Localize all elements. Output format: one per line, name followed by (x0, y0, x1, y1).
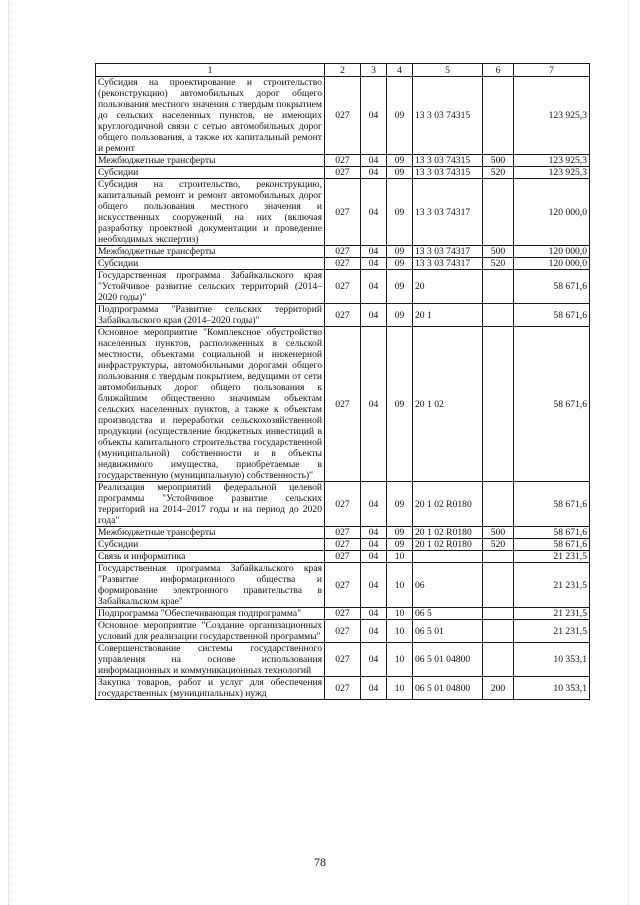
cell-name: Закупка товаров, работ и услуг для обеспечения государственных (муниципальных) нужд (96, 677, 325, 700)
cell-subsection: 10 (387, 563, 413, 608)
cell-target-article: 20 1 02 R0180 (413, 539, 483, 551)
cell-grbs: 027 (325, 608, 361, 620)
cell-expense-type (483, 77, 514, 155)
cell-grbs: 027 (325, 246, 361, 258)
cell-section: 04 (361, 155, 387, 167)
cell-grbs: 027 (325, 155, 361, 167)
cell-section: 04 (361, 167, 387, 179)
cell-subsection: 09 (387, 539, 413, 551)
cell-grbs: 027 (325, 77, 361, 155)
table-body (96, 77, 590, 700)
cell-target-article: 13 3 03 74317 (413, 258, 483, 270)
cell-target-article: 20 1 02 R0180 (413, 482, 483, 527)
table-row (96, 270, 590, 304)
cell-expense-type: 200 (483, 677, 514, 700)
cell-name: Субсидия на строительство, реконструкцию, капитальный ремонт и ремонт автомобильных дорог общего пользования местного значения и искусственных сооружений на них (включая разработку проектной документации и проведение необходимых экспертиз) (96, 179, 325, 246)
cell-expense-type (483, 270, 514, 304)
cell-target-article: 20 1 02 R0180 (413, 527, 483, 539)
cell-name: Государственная программа Забайкальского края "Развитие информационного общества и формирование электронного правительства в Забайкальском крае" (96, 563, 325, 608)
cell-amount: 120 000,0 (514, 179, 590, 246)
cell-grbs: 027 (325, 643, 361, 677)
header-col-6: 6 (483, 64, 514, 77)
header-col-3: 3 (361, 64, 387, 77)
table-row (96, 608, 590, 620)
cell-amount: 21 231,5 (514, 551, 590, 563)
cell-target-article: 13 3 03 74317 (413, 179, 483, 246)
cell-grbs: 027 (325, 270, 361, 304)
cell-target-article: 13 3 03 74317 (413, 246, 483, 258)
cell-target-article: 20 (413, 270, 483, 304)
cell-subsection: 10 (387, 551, 413, 563)
cell-grbs: 027 (325, 304, 361, 327)
cell-amount: 58 671,6 (514, 270, 590, 304)
cell-expense-type: 500 (483, 527, 514, 539)
cell-amount: 120 000,0 (514, 258, 590, 270)
cell-subsection: 09 (387, 246, 413, 258)
cell-grbs: 027 (325, 620, 361, 643)
cell-section: 04 (361, 677, 387, 700)
cell-grbs: 027 (325, 563, 361, 608)
header-col-1: 1 (96, 64, 325, 77)
cell-section: 04 (361, 258, 387, 270)
cell-section: 04 (361, 643, 387, 677)
header-col-7: 7 (514, 64, 590, 77)
cell-name: Подпрограмма "Развитие сельских территорий Забайкальского края (2014–2020 годы)" (96, 304, 325, 327)
cell-section: 04 (361, 77, 387, 155)
cell-amount: 58 671,6 (514, 327, 590, 482)
cell-expense-type (483, 563, 514, 608)
cell-name: Субсидии (96, 167, 325, 179)
cell-expense-type (483, 179, 514, 246)
cell-amount: 10 353,1 (514, 677, 590, 700)
cell-target-article: 13 3 03 74315 (413, 167, 483, 179)
table-row (96, 620, 590, 643)
table-row (96, 677, 590, 700)
cell-section: 04 (361, 539, 387, 551)
table-row (96, 551, 590, 563)
cell-grbs: 027 (325, 167, 361, 179)
cell-subsection: 09 (387, 77, 413, 155)
cell-name: Субсидия на проектирование и строительство (реконструкцию) автомобильных дорог общего пользования местного значения с твердым покрытием до сельских населенных пунктов, не имеющих круглогодичной связи с сетью автомобильных дорог общего пользования, а также их капитальный ремонт и ремонт (96, 77, 325, 155)
cell-amount: 21 231,5 (514, 608, 590, 620)
cell-target-article: 20 1 02 (413, 327, 483, 482)
table-row (96, 179, 590, 246)
table-row (96, 304, 590, 327)
cell-subsection: 10 (387, 677, 413, 700)
cell-name: Межбюджетные трансферты (96, 527, 325, 539)
scan-edge-right (628, 0, 630, 905)
table-row (96, 527, 590, 539)
cell-subsection: 09 (387, 167, 413, 179)
cell-subsection: 09 (387, 482, 413, 527)
cell-amount: 58 671,6 (514, 539, 590, 551)
table-row (96, 643, 590, 677)
cell-section: 04 (361, 179, 387, 246)
cell-expense-type: 520 (483, 539, 514, 551)
header-row (96, 64, 590, 77)
cell-expense-type: 500 (483, 155, 514, 167)
cell-section: 04 (361, 246, 387, 258)
cell-amount: 123 925,3 (514, 155, 590, 167)
cell-grbs: 027 (325, 179, 361, 246)
table-row (96, 327, 590, 482)
table-row (96, 167, 590, 179)
cell-grbs: 027 (325, 539, 361, 551)
cell-expense-type (483, 608, 514, 620)
cell-target-article: 06 5 01 (413, 620, 483, 643)
cell-grbs: 027 (325, 258, 361, 270)
cell-grbs: 027 (325, 677, 361, 700)
header-col-2: 2 (325, 64, 361, 77)
cell-target-article: 06 (413, 563, 483, 608)
cell-target-article: 20 1 (413, 304, 483, 327)
cell-subsection: 09 (387, 270, 413, 304)
table-row (96, 539, 590, 551)
cell-grbs: 027 (325, 482, 361, 527)
cell-section: 04 (361, 482, 387, 527)
cell-expense-type: 520 (483, 258, 514, 270)
cell-subsection: 09 (387, 327, 413, 482)
cell-grbs: 027 (325, 327, 361, 482)
cell-subsection: 09 (387, 155, 413, 167)
page-number: 78 (314, 855, 326, 869)
cell-name: Субсидии (96, 539, 325, 551)
cell-subsection: 10 (387, 643, 413, 677)
cell-expense-type (483, 643, 514, 677)
cell-target-article: 13 3 03 74315 (413, 77, 483, 155)
cell-section: 04 (361, 304, 387, 327)
table-row (96, 482, 590, 527)
cell-name: Субсидии (96, 258, 325, 270)
cell-expense-type (483, 620, 514, 643)
cell-section: 04 (361, 527, 387, 539)
cell-name: Межбюджетные трансферты (96, 246, 325, 258)
cell-amount: 58 671,6 (514, 527, 590, 539)
cell-amount: 10 353,1 (514, 643, 590, 677)
cell-name: Основное мероприятие "Создание организационных условий для реализации государственной программы" (96, 620, 325, 643)
cell-subsection: 10 (387, 608, 413, 620)
cell-expense-type (483, 304, 514, 327)
table-row (96, 563, 590, 608)
cell-target-article: 06 5 (413, 608, 483, 620)
cell-name: Реализация мероприятий федеральной целевой программы "Устойчивое развитие сельских территорий на 2014–2017 годы и на период до 2020 года" (96, 482, 325, 527)
cell-amount: 21 231,5 (514, 620, 590, 643)
table-row (96, 155, 590, 167)
cell-subsection: 09 (387, 304, 413, 327)
table-row (96, 77, 590, 155)
cell-target-article (413, 551, 483, 563)
cell-name: Межбюджетные трансферты (96, 155, 325, 167)
cell-target-article: 13 3 03 74315 (413, 155, 483, 167)
table-row (96, 246, 590, 258)
cell-expense-type (483, 551, 514, 563)
cell-subsection: 09 (387, 179, 413, 246)
cell-expense-type: 500 (483, 246, 514, 258)
cell-subsection: 09 (387, 527, 413, 539)
cell-section: 04 (361, 608, 387, 620)
cell-name: Основное мероприятие "Комплексное обустройство населенных пунктов, расположенных в сельской местности, объектами социальной и инженерной инфраструктуры, автомобильными дорогами общего пользования с твердым покрытием, ведущими от сети автомобильных дорог общего пользования к ближайшим общественно значимым объектам сельских населенных пунктов, а также к объектам производства и переработки сельскохозяйственной продукции (осуществление бюджетных инвестиций в объекты капитального строительства государственной (муниципальной) собственности и в объекты недвижимого имущества, приобретаемые в государственную (муниципальную) собственность)" (96, 327, 325, 482)
cell-amount: 21 231,5 (514, 563, 590, 608)
budget-table (95, 63, 590, 700)
cell-subsection: 09 (387, 258, 413, 270)
cell-amount: 120 000,0 (514, 246, 590, 258)
cell-name: Государственная программа Забайкальского края "Устойчивое развитие сельских территорий (2014–2020 годы)" (96, 270, 325, 304)
cell-subsection: 10 (387, 620, 413, 643)
cell-amount: 123 925,3 (514, 77, 590, 155)
cell-section: 04 (361, 563, 387, 608)
cell-grbs: 027 (325, 551, 361, 563)
cell-amount: 58 671,6 (514, 482, 590, 527)
cell-grbs: 027 (325, 527, 361, 539)
cell-target-article: 06 5 01 04800 (413, 643, 483, 677)
cell-target-article: 06 5 01 04800 (413, 677, 483, 700)
cell-name: Подпрограмма "Обеспечивающая подпрограмма" (96, 608, 325, 620)
scan-edge-left (8, 0, 10, 905)
cell-name: Совершенствование системы государственного управления на основе использования информационных и коммуникационных технологий (96, 643, 325, 677)
cell-expense-type: 520 (483, 167, 514, 179)
cell-section: 04 (361, 327, 387, 482)
cell-section: 04 (361, 270, 387, 304)
cell-amount: 123 925,3 (514, 167, 590, 179)
table-row (96, 258, 590, 270)
header-col-4: 4 (387, 64, 413, 77)
header-col-5: 5 (413, 64, 483, 77)
cell-expense-type (483, 482, 514, 527)
cell-amount: 58 671,6 (514, 304, 590, 327)
cell-section: 04 (361, 620, 387, 643)
cell-expense-type (483, 327, 514, 482)
cell-name: Связь и информатика (96, 551, 325, 563)
cell-section: 04 (361, 551, 387, 563)
